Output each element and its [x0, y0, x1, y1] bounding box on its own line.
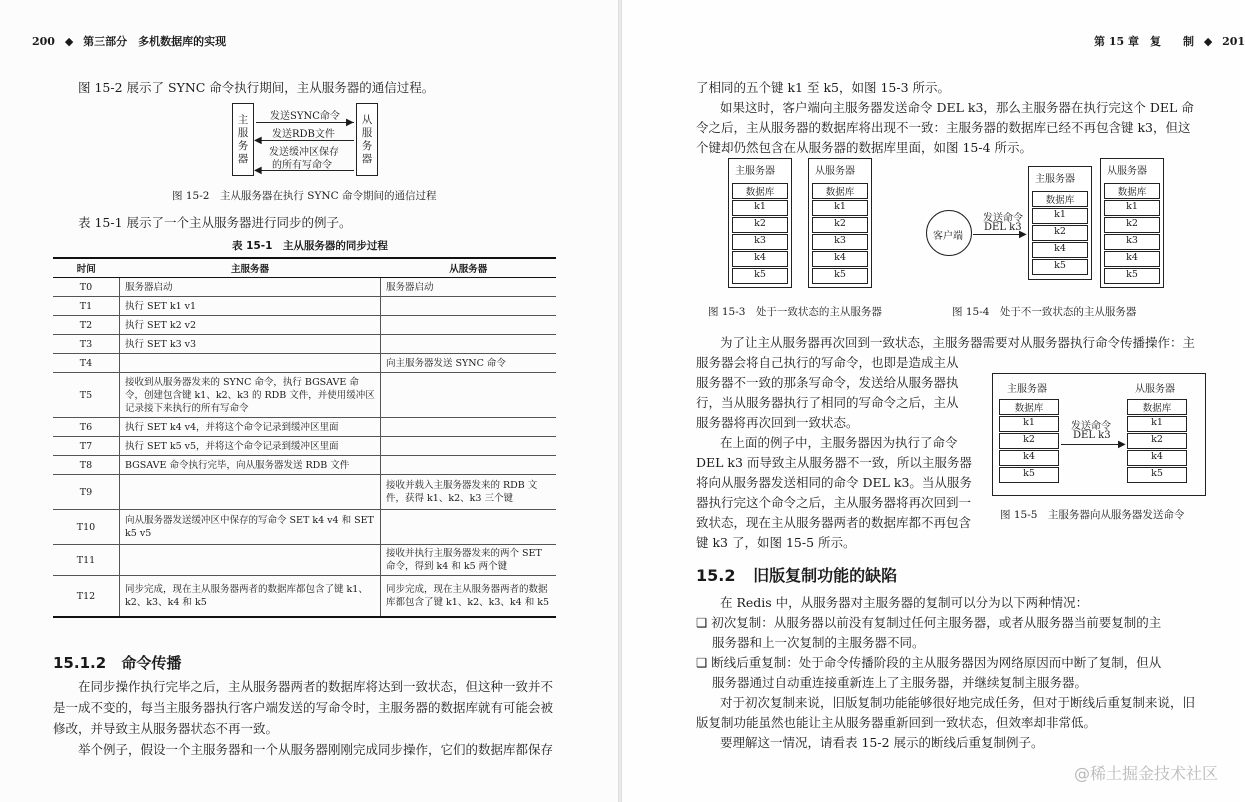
key-cell: k5 [732, 268, 788, 284]
para-line: 服务器通过自动重连接重新连上了主服务器，并继续复制主服务器。 [712, 675, 1088, 690]
chapter-title: 第 15 章 复 制 [1094, 35, 1194, 48]
table-header-slave: 从服务器 [381, 258, 557, 278]
slave-cell: 接收并载入主服务器发来的 RDB 文件，获得 k1、k2、k3 三个键 [381, 475, 557, 510]
fig15-4-master-label: 主服务器 [1035, 174, 1075, 185]
key-cell: k2 [1127, 433, 1187, 449]
part-title: 第三部分 多机数据库的实现 [83, 35, 227, 48]
table-row [53, 576, 556, 618]
para-line: 在上面的例子中，主服务器因为执行了命令 [720, 435, 958, 450]
fig15-2-arrow1-label: 发送SYNC命令 [270, 111, 340, 122]
fig15-5-master-db: 数据库 [999, 399, 1059, 415]
slave-cell [381, 316, 557, 335]
section-number: 15.1.2 [53, 654, 107, 672]
table-header-master: 主服务器 [120, 258, 381, 278]
para-line: 在同步操作执行完毕之后，主从服务器两者的数据库将达到一致状态，但这种一致并不 [78, 679, 554, 694]
table-row [53, 437, 556, 456]
key-cell: k4 [812, 251, 868, 267]
para-line: 修改，并导致主从服务器状态不再一致。 [53, 721, 279, 736]
table-row [53, 278, 556, 297]
table-row [53, 456, 556, 475]
table-title: 表 15-1 主从服务器的同步过程 [232, 240, 388, 252]
master-cell: 接收到从服务器发来的 SYNC 命令，执行 BGSAVE 命令，创建包含键 k1、k2、k3 的 RDB 文件，并使用缓冲区记录接下来执行的所有写命令 [120, 373, 381, 418]
section-title: 旧版复制功能的缺陷 [753, 566, 898, 585]
para-line: 服务器会将自己执行的写命令，也即是造成主从 [696, 355, 959, 370]
fig15-5-caption: 图 15-5 主服务器向从服务器发送命令 [1000, 509, 1185, 521]
fig15-3-master-label: 主服务器 [735, 166, 775, 177]
bullet-item [696, 612, 1161, 633]
master-cell [120, 475, 381, 510]
key-cell: k2 [732, 217, 788, 233]
key-cell: k2 [999, 433, 1059, 449]
master-cell: 同步完成，现在主从服务器两者的数据库都包含了键 k1、k2、k3、k4 和 k5 [120, 576, 381, 618]
key-cell: k5 [1104, 268, 1160, 284]
para-line: 如果这时，客户端向主服务器发送命令 DEL k3，那么主服务器在执行完这个 DEL 命 [720, 100, 1194, 115]
section-number: 15.2 [696, 566, 736, 585]
time-cell: T3 [53, 335, 120, 354]
fig15-4-arrow-label-2: DEL k3 [984, 222, 1022, 233]
right-header [1094, 33, 1245, 49]
master-cell: BGSAVE 命令执行完毕，向从服务器发送 RDB 文件 [120, 456, 381, 475]
para-line: 令之后，主从服务器的数据库将出现不一致：主服务器的数据库已经不再包含键 k3，但这 [696, 120, 1191, 135]
left-page-number: 200 [32, 35, 55, 48]
master-cell: 执行 SET k5 v5，并将这个命令记录到缓冲区里面 [120, 437, 381, 456]
slave-cell [381, 418, 557, 437]
bullet-text: 断线后重复制：处于命令传播阶段的主从服务器因为网络原因而中断了复制，但从 [711, 655, 1162, 670]
fig15-5-arrow-label-2: DEL k3 [1073, 430, 1111, 441]
key-cell: k5 [999, 467, 1059, 483]
arrow-right-icon: ▶ [346, 117, 354, 128]
time-cell: T10 [53, 510, 120, 545]
key-cell: k1 [1127, 416, 1187, 432]
key-cell: k2 [1104, 217, 1160, 233]
time-cell: T8 [53, 456, 120, 475]
key-cell: k1 [1032, 208, 1088, 224]
fig15-4-client-label: 客户端 [933, 231, 963, 242]
key-cell: k4 [1127, 450, 1187, 466]
key-cell: k5 [1032, 259, 1088, 275]
table-row [53, 545, 556, 576]
slave-cell [381, 456, 557, 475]
key-cell: k3 [812, 234, 868, 250]
table-row [53, 475, 556, 510]
para-line: 致状态，现在主从服务器两者的数据库都不再包含 [696, 515, 972, 530]
para-line: 对于初次复制来说，旧版复制功能能够很好地完成任务，但对于断线后重复制来说，旧 [720, 695, 1196, 710]
table-intro-text: 表 15-1 展示了一个主从服务器进行同步的例子。 [78, 215, 352, 230]
para-line: 举个例子，假设一个主服务器和一个从服务器刚刚完成同步操作，它们的数据库都保存 [78, 742, 554, 757]
slave-cell [381, 297, 557, 316]
fig15-2-arrow3-label-1: 发送缓冲区保存 [269, 147, 339, 158]
fig15-5-arrow-label-1: 发送命令 [1071, 421, 1111, 432]
fig15-4-caption: 图 15-4 处于不一致状态的主从服务器 [952, 306, 1137, 318]
watermark: @稀土掘金技术社区 [1073, 764, 1218, 783]
para-line: 了相同的五个键 k1 至 k5，如图 15-3 所示。 [696, 80, 951, 95]
header-bullet: ◆ [1203, 35, 1213, 48]
fig15-2-arrow2-label: 发送RDB文件 [272, 129, 335, 140]
slave-cell: 服务器启动 [381, 278, 557, 297]
para-line: 在 Redis 中，从服务器对主服务器的复制可以分为以下两种情况： [720, 595, 1089, 610]
fig15-2-arrow3 [256, 170, 354, 171]
slave-cell: 同步完成，现在主从服务器两者的数据库都包含了键 k1、k2、k3、k4 和 k5 [381, 576, 557, 618]
master-cell: 向从服务器发送缓冲区中保存的写命令 SET k4 v4 和 SET k5 v5 [120, 510, 381, 545]
slave-cell [381, 373, 557, 418]
right-page [622, 0, 1245, 802]
fig15-4-slave-db: 数据库 [1104, 183, 1160, 199]
fig15-4-slave-label: 从服务器 [1107, 166, 1147, 177]
arrow-right-icon: ▶ [1019, 229, 1027, 240]
time-cell: T7 [53, 437, 120, 456]
fig15-2-master-label: 主服务器 [237, 114, 249, 165]
time-cell: T0 [53, 278, 120, 297]
para-line: DEL k3 而导致主从服务器不一致，所以主服务器 [696, 455, 972, 470]
time-cell: T1 [53, 297, 120, 316]
fig15-3-caption: 图 15-3 处于一致状态的主从服务器 [708, 306, 882, 318]
fig15-4-arrow-label-1: 发送命令 [983, 213, 1023, 224]
fig15-4-arrow [973, 234, 1025, 235]
master-cell: 服务器启动 [120, 278, 381, 297]
key-cell: k3 [1104, 234, 1160, 250]
key-cell: k2 [812, 217, 868, 233]
section-15-2-heading [696, 563, 897, 586]
para-line: 键 k3 了，如图 15-5 所示。 [696, 535, 856, 550]
para-line: 服务器和上一次复制的主服务器不同。 [712, 635, 925, 650]
left-page [0, 0, 618, 802]
key-cell: k3 [732, 234, 788, 250]
time-cell: T9 [53, 475, 120, 510]
fig-intro-text: 图 15-2 展示了 SYNC 命令执行期间，主从服务器的通信过程。 [78, 80, 435, 95]
key-cell: k1 [732, 200, 788, 216]
table-row [53, 418, 556, 437]
fig15-4-master-db: 数据库 [1032, 191, 1088, 207]
header-bullet: ◆ [64, 35, 74, 48]
table-row [53, 297, 556, 316]
bullet-text: 初次复制：从服务器以前没有复制过任何主服务器，或者从服务器当前要复制的主 [711, 615, 1162, 630]
fig15-2-slave-box [356, 103, 378, 176]
fig15-2-arrow3-label-2: 的所有写命令 [272, 160, 332, 171]
time-cell: T6 [53, 418, 120, 437]
bullet-item [696, 652, 1161, 673]
fig15-5-master-label: 主服务器 [1007, 384, 1047, 395]
section-title: 命令传播 [121, 654, 182, 672]
para-line: 行，当从服务器执行了相同的写命令之后，主从 [696, 395, 959, 410]
right-page-number: 201 [1222, 35, 1245, 48]
key-cell: k5 [1127, 467, 1187, 483]
key-cell: k4 [999, 450, 1059, 466]
slave-cell [381, 437, 557, 456]
para-line: 为了让主从服务器再次回到一致状态，主服务器需要对从服务器执行命令传播操作：主 [720, 335, 1196, 350]
fig15-2-arrow2 [256, 140, 354, 141]
key-cell: k4 [732, 251, 788, 267]
fig15-5-arrow [1061, 444, 1123, 445]
checkbox-bullet-icon: ❑ [696, 615, 708, 630]
master-cell: 执行 SET k2 v2 [120, 316, 381, 335]
para-line: 要理解这一情况，请看表 15-2 展示的断线后重复制例子。 [720, 735, 1044, 750]
arrow-left-icon: ◀ [254, 135, 262, 146]
key-cell: k2 [1032, 225, 1088, 241]
arrow-right-icon: ▶ [1118, 439, 1126, 450]
table-header-time: 时间 [53, 258, 120, 278]
fig15-2-arrow1 [256, 122, 354, 123]
para-line: 版复制功能虽然也能让主从服务器重新回到一致状态，但效率却非常低。 [696, 715, 1097, 730]
para-line: 服务器将再次回到一致状态。 [696, 415, 859, 430]
slave-cell: 向主服务器发送 SYNC 命令 [381, 354, 557, 373]
fig15-2-caption: 图 15-2 主从服务器在执行 SYNC 命令期间的通信过程 [172, 190, 437, 202]
table-row [53, 373, 556, 418]
fig15-3-slave-label: 从服务器 [815, 166, 855, 177]
table-row [53, 316, 556, 335]
fig15-5-slave-label: 从服务器 [1135, 384, 1175, 395]
key-cell: k4 [1104, 251, 1160, 267]
para-line: 是一成不变的，每当主服务器执行客户端发送的写命令时，主服务器的数据库就有可能会被 [53, 700, 554, 715]
section-15-1-2-heading [53, 652, 181, 673]
table-header-row [53, 258, 556, 278]
fig15-2-slave-label: 从服务器 [361, 114, 373, 165]
para-line: 个键却仍然包含在从服务器的数据库里面，如图 15-4 所示。 [696, 140, 1033, 155]
fig15-3-slave-db: 数据库 [812, 183, 868, 199]
key-cell: k1 [812, 200, 868, 216]
key-cell: k1 [999, 416, 1059, 432]
key-cell: k4 [1032, 242, 1088, 258]
master-cell [120, 545, 381, 576]
slave-cell: 接收并执行主服务器发来的两个 SET 命令，得到 k4 和 k5 两个键 [381, 545, 557, 576]
slave-cell [381, 510, 557, 545]
left-header [32, 33, 226, 49]
fig15-3-master-db: 数据库 [732, 183, 788, 199]
time-cell: T5 [53, 373, 120, 418]
slave-cell [381, 335, 557, 354]
key-cell: k5 [812, 268, 868, 284]
time-cell: T11 [53, 545, 120, 576]
fig15-2-master-box [232, 103, 254, 176]
time-cell: T4 [53, 354, 120, 373]
table-row [53, 335, 556, 354]
table-row [53, 354, 556, 373]
figure-15-5 [992, 373, 1206, 496]
sync-table [53, 257, 556, 618]
checkbox-bullet-icon: ❑ [696, 655, 708, 670]
fig15-5-slave-db: 数据库 [1127, 399, 1187, 415]
para-line: 服务器不一致的那条写命令，发送给从服务器执 [696, 375, 959, 390]
master-cell: 执行 SET k1 v1 [120, 297, 381, 316]
key-cell: k1 [1104, 200, 1160, 216]
master-cell: 执行 SET k4 v4，并将这个命令记录到缓冲区里面 [120, 418, 381, 437]
time-cell: T12 [53, 576, 120, 618]
master-cell: 执行 SET k3 v3 [120, 335, 381, 354]
table-row [53, 510, 556, 545]
arrow-left-icon: ◀ [254, 165, 262, 176]
time-cell: T2 [53, 316, 120, 335]
master-cell [120, 354, 381, 373]
para-line: 器执行完这个命令之后，主从服务器将再次回到一 [696, 495, 972, 510]
para-line: 将向从服务器发送相同的命令 DEL k3。当从服务 [696, 475, 972, 490]
